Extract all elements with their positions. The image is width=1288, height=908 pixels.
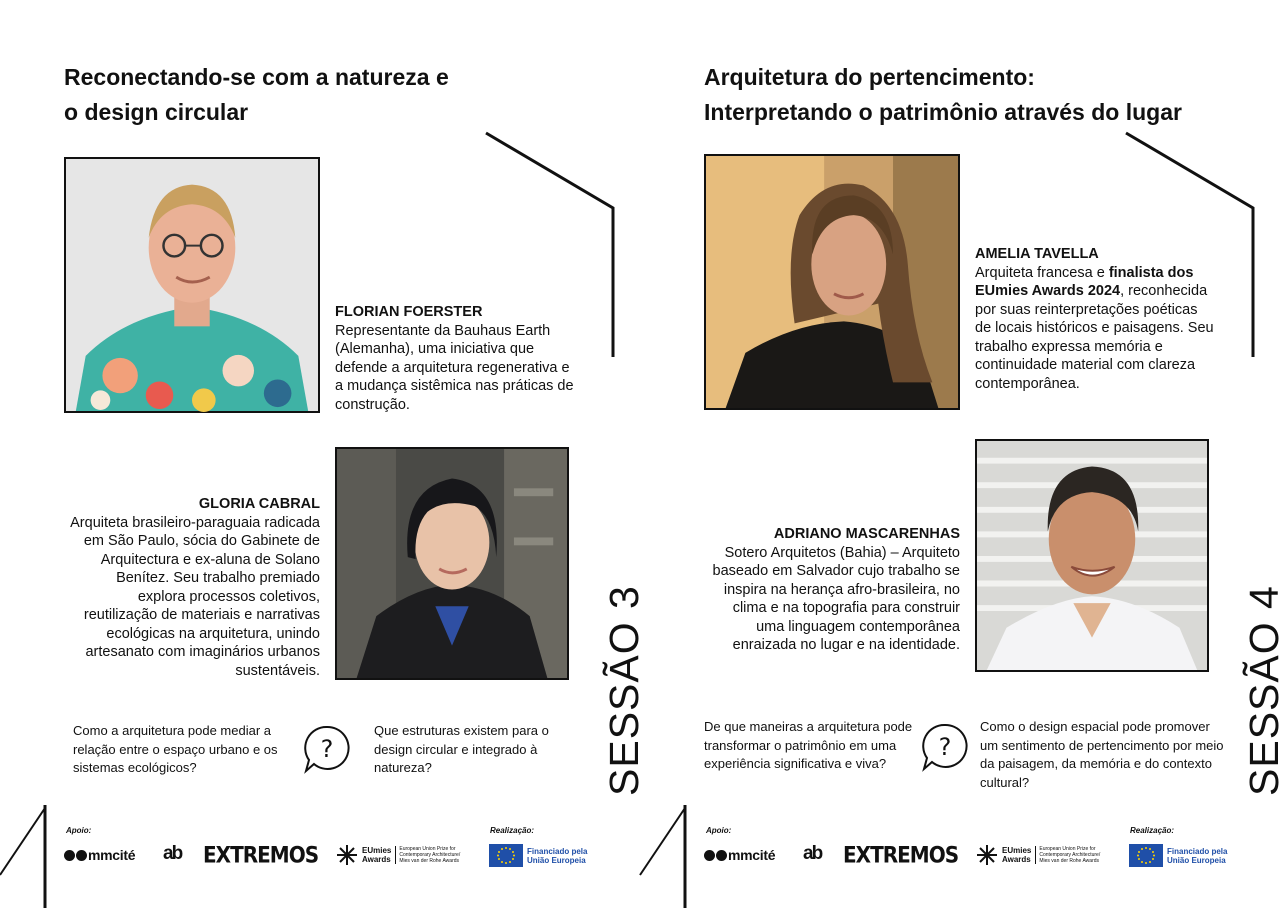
eu-funding-logo — [489, 844, 587, 867]
eumies-star-icon — [336, 844, 358, 866]
speaker-name: FLORIAN FOERSTER — [335, 304, 483, 320]
amelia-tavella-photo — [704, 154, 960, 410]
speaker-bio-highlight: finalista dos EUmies Awards 2024 — [975, 264, 1194, 299]
speaker-name: AMELIA TAVELLA — [975, 246, 1099, 262]
question-left: De que maneiras a arquitetura pode transformar o patrimônio em uma experiência significativa e viva? — [704, 719, 913, 771]
speaker-bio: Sotero Arquitetos (Bahia) – Arquiteto baseado em Salvador cujo trabalho se inspira na herança afro-brasileira, no clima e na topografia para construir uma linguagem contemporânea enraizada no lugar e na identidade. — [712, 544, 960, 653]
eumies-line2: Awards — [1002, 855, 1031, 864]
extremos-logo — [843, 842, 958, 868]
session-label: SESSÃO 3 — [601, 585, 647, 796]
extremos-text: EXTREMOS — [203, 841, 319, 869]
florian-foerster-photo — [64, 157, 320, 413]
eumies-description: European Union Prize for Contemporary Architecture/ Mies van der Rohe Awards — [399, 846, 461, 864]
mmcite-text: mmcité — [88, 847, 136, 863]
apoio-label: Apoio: — [66, 826, 92, 835]
eu-flag-icon — [489, 844, 523, 867]
question-right: Como o design espacial pode promover um sentimento de pertencimento por meio da paisagem, da memória e do contexto cultural? — [980, 719, 1224, 790]
ab-text: ab — [803, 843, 822, 864]
florian-foerster-bio — [335, 303, 575, 414]
eumies-logo — [976, 844, 1105, 866]
eu-line2: União Europeia — [1167, 855, 1226, 865]
eu-flag-icon — [1129, 844, 1163, 867]
mmcite-text: mmcité — [728, 847, 776, 863]
amelia-tavella-bio — [975, 245, 1215, 393]
speaker-name: ADRIANO MASCARENHAS — [773, 526, 960, 542]
gloria-cabral-bio — [68, 495, 320, 680]
session-3-title — [64, 60, 449, 130]
speaker-bio-pre: Arquiteta francesa e — [975, 264, 1109, 281]
question-bubble-icon — [920, 722, 970, 772]
ab-logo — [163, 843, 181, 865]
ab-logo — [803, 843, 821, 865]
question-right: Que estruturas existem para o design circular e integrado à natureza? — [374, 723, 549, 775]
session-4-panel — [640, 0, 1287, 908]
eu-line1: Financiado pela — [1167, 846, 1228, 856]
question-bubble-icon — [302, 724, 352, 774]
eumies-line1: EUmies — [362, 846, 392, 855]
title-line: Interpretando o patrimônio através do lugar — [704, 99, 1182, 125]
title-line: Arquitetura do pertencimento: — [704, 64, 1035, 90]
session-label: SESSÃO 4 — [1241, 585, 1287, 796]
eu-line2: União Europeia — [527, 855, 586, 865]
eu-funding-logo — [1129, 844, 1227, 867]
eumies-line2: Awards — [362, 855, 391, 864]
apoio-label: Apoio: — [706, 826, 732, 835]
svg-text:?: ? — [938, 733, 952, 761]
session-4-title — [704, 60, 1182, 130]
title-line: Reconectando-se com a natureza e — [64, 64, 449, 90]
realizacao-label: Realização: — [1130, 826, 1175, 835]
extremos-text: EXTREMOS — [843, 841, 959, 869]
mmcite-logo — [64, 847, 135, 863]
speaker-bio: Representante da Bauhaus Earth (Alemanha), uma iniciativa que defende a arquitetura regenerativa e a mudança sistêmica nas práticas de construção. — [335, 322, 574, 413]
mmcite-logo — [704, 847, 775, 863]
extremos-logo — [203, 842, 318, 868]
eu-line1: Financiado pela — [527, 846, 588, 856]
speaker-bio: Arquiteta brasileiro-paraguaia radicada em São Paulo, sócia do Gabinete de Arquitectura e ex-aluna de Solano Benítez. Seu trabalho premiado explora processos coletivos, reutilização de materiais e narrativas ecológicas na arquitetura, unindo artesanato com imaginários urbanos sustentáveis. — [70, 514, 320, 679]
speaker-name: GLORIA CABRAL — [198, 496, 320, 512]
question-left: Como a arquitetura pode mediar a relação entre o espaço urbano e os sistemas ecológicos? — [73, 723, 278, 775]
svg-text:?: ? — [320, 735, 334, 763]
speaker-bio-post: , reconhecida por suas reinterpretações poéticas de locais históricos e paisagens. Seu trabalho expressa memória e continuidade material com clareza contemporânea. — [975, 283, 1214, 392]
adriano-mascarenhas-bio — [708, 525, 960, 655]
gloria-cabral-photo — [335, 447, 569, 680]
realizacao-label: Realização: — [490, 826, 535, 835]
eumies-logo — [336, 844, 465, 866]
ab-text: ab — [163, 843, 182, 864]
eumies-description: European Union Prize for Contemporary Architecture/ Mies van der Rohe Awards — [1039, 846, 1101, 864]
title-line: o design circular — [64, 99, 249, 125]
eumies-line1: EUmies — [1002, 846, 1032, 855]
adriano-mascarenhas-photo — [975, 439, 1209, 672]
eumies-star-icon — [976, 844, 998, 866]
